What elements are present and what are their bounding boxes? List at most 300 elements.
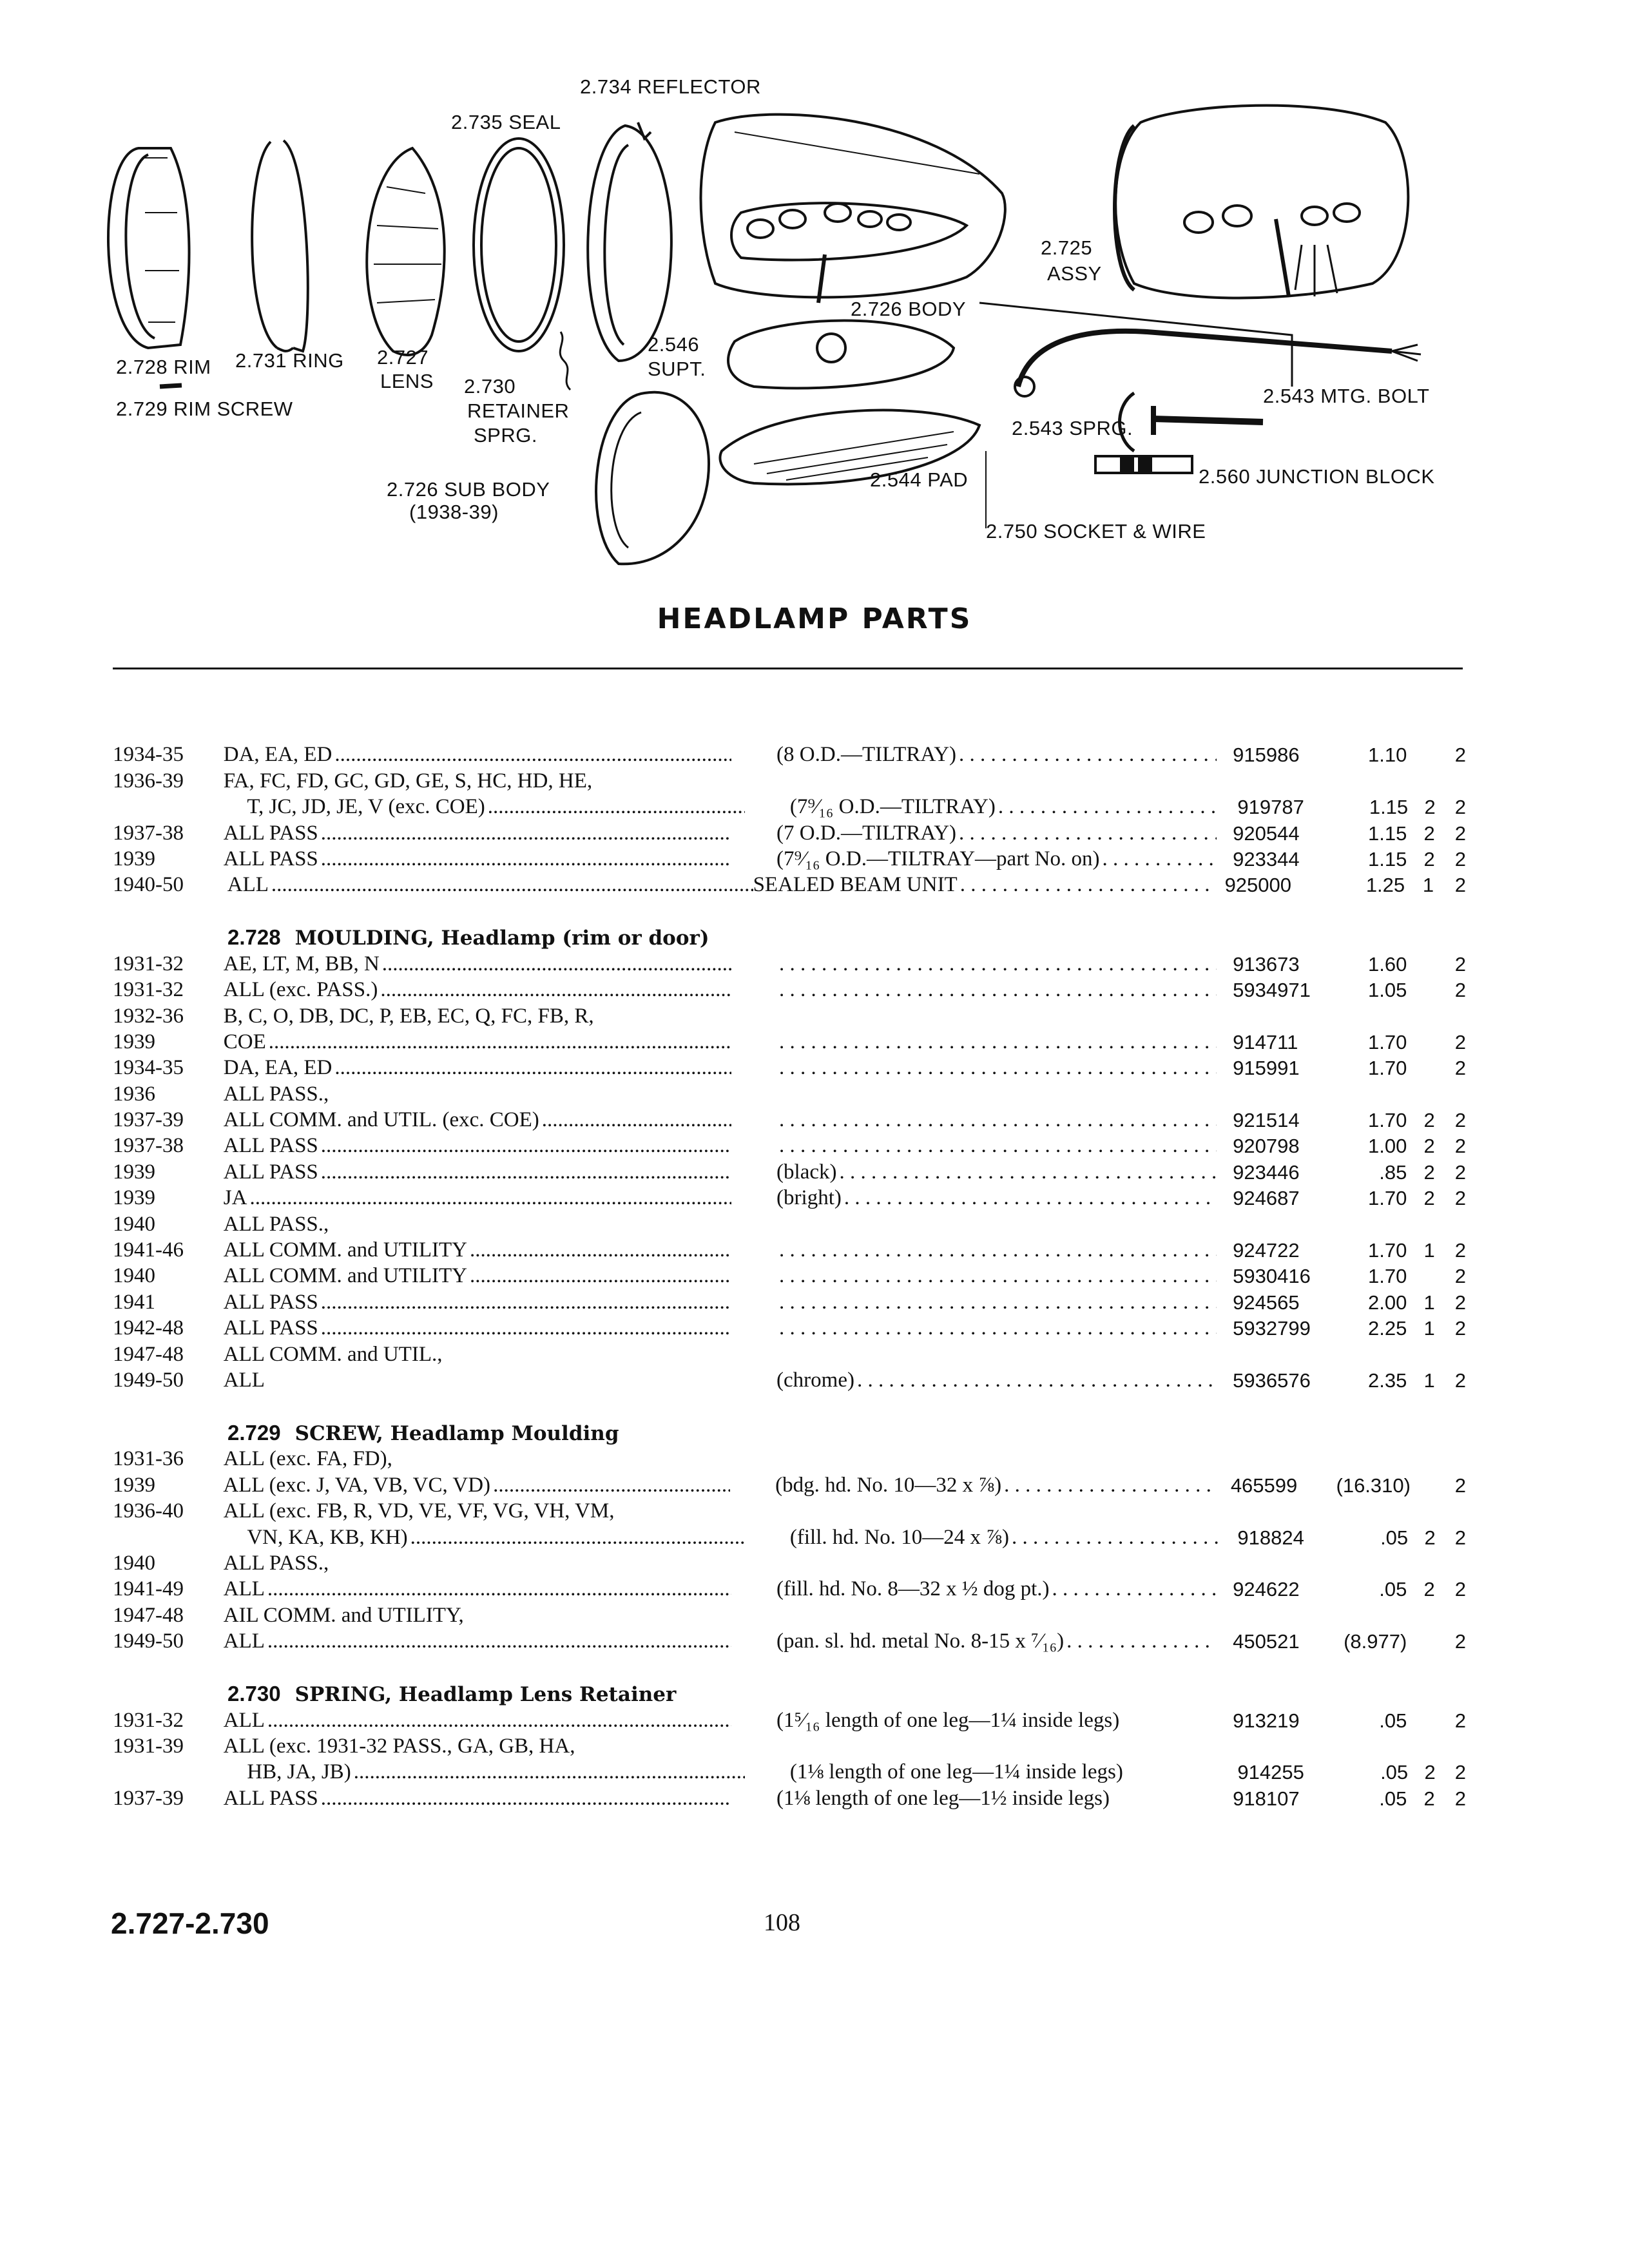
part-number-cell: 914255	[1237, 1761, 1304, 1784]
table-row	[113, 1601, 1466, 1627]
description-cell	[731, 1577, 1217, 1601]
model-cell	[224, 1082, 731, 1106]
leader-dots	[959, 743, 1217, 767]
description-text	[776, 978, 779, 1002]
leader-dots	[779, 952, 1217, 976]
leader-dots	[779, 1264, 1217, 1288]
model-cell	[224, 1604, 731, 1628]
year-cell: 1931-36	[113, 1447, 184, 1471]
price-cell: 1.70	[1368, 1265, 1407, 1288]
table-row	[113, 1575, 1466, 1601]
description-text: (chrome)	[776, 1369, 857, 1392]
quantity-cell: 2	[1454, 1317, 1467, 1340]
description-text: (7⁹⁄₁₆ O.D.—TILTRAY—part No. on)	[776, 847, 1102, 871]
description-text: (bdg. hd. No. 10—32 x ⅞)	[775, 1474, 1004, 1497]
table-row	[113, 1054, 1466, 1080]
table-row	[113, 1784, 1466, 1810]
part-number-cell: 915986	[1233, 744, 1300, 767]
table-row	[113, 1132, 1466, 1158]
table-row	[113, 1340, 1466, 1366]
callout-mounting-bolt: 2.543 MTG. BOLT	[1263, 385, 1430, 407]
table-row	[113, 767, 1466, 793]
table-row	[113, 741, 1466, 767]
description-cell	[745, 1526, 1222, 1550]
model-cell	[224, 1343, 731, 1367]
quantity-cell: 2	[1424, 1526, 1436, 1549]
price-cell: 2.25	[1368, 1317, 1407, 1340]
model-cell	[224, 1709, 731, 1733]
retainer-spring-part	[560, 332, 570, 390]
leader-dots	[779, 1291, 1217, 1314]
description-cell	[731, 1056, 1217, 1080]
callout-retainer-label: RETAINER	[467, 399, 570, 422]
callout-junction-block: 2.560 JUNCTION BLOCK	[1199, 465, 1435, 488]
year-cell: 1937-39	[113, 1786, 184, 1810]
quantity-cell: 1	[1423, 1317, 1435, 1340]
model-text: DA, EA, ED	[224, 743, 335, 766]
year-cell: 1942-48	[113, 1316, 184, 1340]
description-cell	[731, 1709, 1217, 1733]
quantity-cell: 1	[1422, 874, 1434, 897]
quantity-cell: 2	[1423, 1160, 1435, 1184]
description-cell	[745, 795, 1222, 819]
model-cell	[224, 1787, 731, 1811]
price-cell: 1.70	[1368, 1057, 1407, 1080]
description-cell	[731, 1134, 1217, 1158]
description-text: (1⅛ length of one leg—1½ inside legs)	[776, 1787, 1112, 1811]
model-cell	[224, 1447, 731, 1471]
part-number-cell: 923344	[1233, 847, 1300, 870]
model-cell	[224, 1264, 731, 1288]
callout-body: 2.726 BODY	[851, 298, 967, 320]
callout-rim-screw: 2.729 RIM SCREW	[116, 398, 293, 420]
description-cell	[731, 1629, 1217, 1653]
model-text: ALL PASS.,	[224, 1213, 332, 1236]
price-cell: 1.05	[1368, 979, 1407, 1002]
leader-dots	[959, 822, 1217, 845]
model-text: FA, FC, FD, GC, GD, GE, S, HC, HD, HE,	[224, 769, 595, 793]
leader-dots	[779, 1030, 1217, 1054]
section-range: 2.727-2.730	[111, 1907, 269, 1940]
junction-block-part	[1095, 456, 1192, 473]
quantity-cell: 2	[1454, 1239, 1467, 1262]
price-cell: 1.25	[1365, 874, 1405, 897]
model-text: ALL (exc. FB, R, VD, VE, VF, VG, VH, VM,	[224, 1499, 617, 1523]
price-cell: .05	[1379, 1578, 1407, 1601]
description-text	[776, 1316, 779, 1340]
quantity-cell: 2	[1423, 1787, 1435, 1810]
description-text: SEALED BEAM UNIT	[753, 873, 960, 897]
description-text: (7⁹⁄₁₆ O.D.—TILTRAY)	[790, 795, 998, 819]
rim-screw-part	[160, 385, 182, 387]
model-cell	[224, 1160, 731, 1184]
part-number-cell: 914711	[1233, 1030, 1298, 1053]
callout-support-number: 2.546	[648, 333, 700, 356]
price-cell: 1.15	[1369, 796, 1409, 819]
quantity-cell: 1	[1423, 1291, 1435, 1314]
quantity-cell: 2	[1454, 1135, 1467, 1158]
quantity-cell: 2	[1454, 952, 1467, 975]
model-cell	[224, 1238, 731, 1262]
model-cell	[224, 1735, 731, 1758]
year-cell: 1941-49	[113, 1577, 184, 1601]
description-cell	[731, 743, 1217, 767]
part-number-cell: 5932799	[1233, 1317, 1311, 1340]
model-cell	[224, 847, 731, 871]
leader-dots	[1066, 1629, 1217, 1653]
sub-body-part	[596, 392, 709, 564]
leader-dots	[960, 873, 1209, 897]
price-cell: 1.15	[1368, 847, 1407, 870]
table-row	[113, 950, 1466, 975]
quantity-cell: 1	[1423, 1239, 1435, 1262]
section-number: 2.730	[227, 1682, 281, 1706]
quantity-cell: 2	[1454, 1709, 1467, 1732]
body-part	[701, 115, 1005, 303]
year-cell: 1931-39	[113, 1734, 184, 1758]
leader-dots	[1102, 847, 1217, 871]
quantity-cell: 2	[1454, 796, 1466, 819]
model-cell	[224, 952, 731, 976]
model-cell	[224, 1134, 731, 1158]
model-cell	[224, 769, 731, 793]
callout-support-label: SUPT.	[648, 358, 706, 380]
model-cell	[221, 1526, 745, 1550]
model-text: ALL	[224, 1577, 267, 1600]
callout-socket-wire: 2.750 SOCKET & WIRE	[986, 520, 1206, 543]
model-text: ALL PASS	[224, 847, 321, 870]
section-name: MOULDING, Headlamp (rim or door)	[294, 927, 709, 950]
description-text	[776, 952, 779, 976]
quantity-cell: 2	[1454, 1526, 1466, 1549]
description-text: (1⅛ length of one leg—1¼ inside legs)	[790, 1760, 1126, 1784]
quantity-cell: 2	[1454, 1761, 1466, 1784]
year-cell: 1934-35	[113, 1056, 184, 1080]
quantity-cell: 2	[1454, 1265, 1467, 1288]
description-cell	[731, 1030, 1217, 1054]
quantity-cell: 2	[1454, 1160, 1467, 1184]
model-text: ALL (exc. J, VA, VB, VC, VD)	[223, 1474, 493, 1497]
quantity-cell: 2	[1454, 744, 1467, 767]
model-text: ALL COMM. and UTIL.,	[224, 1343, 445, 1366]
model-text: ALL PASS.,	[224, 1082, 332, 1106]
model-text: VN, KA, KB, KH)	[247, 1526, 410, 1549]
part-number-cell: 924687	[1233, 1187, 1300, 1210]
part-number-cell: 920544	[1233, 822, 1300, 845]
model-text: ALL PASS	[224, 1787, 321, 1810]
headlamp-exploded-diagram	[0, 0, 1629, 567]
model-text: ALL (exc. PASS.)	[224, 978, 381, 1001]
description-text	[776, 1291, 779, 1314]
year-cell: 1947-48	[113, 1342, 184, 1366]
model-text: B, C, O, DB, DC, P, EB, EC, Q, FC, FB, R,	[224, 1004, 597, 1028]
table-row	[113, 1497, 1466, 1523]
callout-reflector: 2.734 REFLECTOR	[580, 75, 761, 98]
table-row	[113, 1262, 1466, 1288]
year-cell: 1941-46	[113, 1238, 184, 1262]
model-text: COE	[224, 1030, 269, 1053]
leader-dots	[840, 1160, 1217, 1184]
model-text: ALL PASS	[224, 822, 321, 845]
description-cell	[731, 847, 1217, 871]
quantity-cell: 2	[1423, 847, 1435, 870]
model-cell	[224, 1186, 731, 1210]
leader-dots	[779, 1238, 1217, 1262]
model-text: ALL	[224, 1369, 267, 1392]
table-row	[113, 845, 1466, 871]
table-row	[113, 1758, 1466, 1784]
price-cell: 1.70	[1368, 1239, 1407, 1262]
description-cell	[731, 1264, 1217, 1288]
callout-seal: 2.735 SEAL	[451, 111, 561, 133]
model-cell	[224, 1369, 731, 1392]
description-text	[776, 1030, 779, 1054]
callout-assy-number: 2.725	[1041, 236, 1093, 259]
description-text: (black)	[776, 1160, 839, 1184]
year-cell: 1936	[113, 1082, 155, 1106]
description-cell	[731, 1787, 1217, 1811]
description-cell	[731, 822, 1217, 845]
table-row	[113, 1314, 1466, 1340]
table-row	[113, 1471, 1466, 1497]
year-cell: 1937-38	[113, 821, 184, 845]
section-name: SPRING, Headlamp Lens Retainer	[294, 1683, 677, 1707]
year-cell: 1931-32	[113, 952, 184, 975]
model-cell	[224, 1030, 731, 1054]
description-text	[776, 1134, 779, 1158]
year-cell: 1939	[113, 1473, 155, 1497]
year-cell: 1940-50	[113, 873, 184, 897]
part-number-cell: 920798	[1233, 1135, 1300, 1158]
model-cell	[224, 1291, 731, 1314]
quantity-cell: 2	[1454, 1578, 1467, 1601]
year-cell: 1932-36	[113, 1004, 184, 1028]
model-cell	[224, 1552, 731, 1575]
part-number-cell: 5934971	[1233, 979, 1311, 1002]
description-text: (7 O.D.—TILTRAY)	[776, 822, 959, 845]
price-cell: .05	[1379, 1709, 1407, 1732]
description-text: (8 O.D.—TILTRAY)	[776, 743, 959, 767]
section-heading	[113, 1678, 1466, 1706]
model-text: ALL COMM. and UTILITY	[224, 1238, 470, 1262]
table-row	[113, 1080, 1466, 1106]
price-cell: .05	[1380, 1526, 1409, 1549]
description-cell	[745, 1760, 1222, 1784]
quantity-cell: 2	[1423, 1109, 1435, 1132]
table-row	[113, 1445, 1466, 1471]
price-cell: 1.60	[1368, 952, 1407, 975]
price-cell: 1.70	[1368, 1109, 1407, 1132]
description-text	[776, 1264, 779, 1288]
section-heading	[113, 921, 1466, 950]
lens-part	[367, 148, 444, 355]
model-text: ALL PASS	[224, 1291, 321, 1314]
price-cell: .05	[1380, 1761, 1409, 1784]
model-cell	[224, 1004, 731, 1028]
table-row	[113, 1523, 1466, 1549]
model-cell	[224, 1499, 731, 1523]
description-cell	[730, 1474, 1215, 1497]
model-cell	[224, 822, 731, 845]
callout-lens-number: 2.727	[377, 346, 429, 369]
price-cell: (8.977)	[1344, 1630, 1407, 1653]
model-text: ALL	[224, 1709, 267, 1732]
model-text: JA	[224, 1186, 250, 1209]
section-number: 2.729	[227, 1420, 281, 1445]
model-cell	[224, 978, 731, 1002]
part-number-cell: 924565	[1233, 1291, 1300, 1314]
description-text	[776, 1108, 779, 1132]
quantity-cell: 1	[1423, 1369, 1435, 1392]
description-cell	[731, 1316, 1217, 1340]
description-text	[776, 1056, 779, 1080]
leader-dots	[779, 978, 1217, 1002]
year-cell: 1939	[113, 1186, 155, 1210]
quantity-cell: 2	[1454, 1187, 1467, 1210]
description-cell	[731, 1186, 1217, 1210]
description-cell	[731, 1160, 1217, 1184]
section-heading	[113, 1417, 1466, 1445]
year-cell: 1941	[113, 1290, 155, 1314]
model-text: ALL COMM. and UTILITY	[224, 1264, 470, 1287]
section-number: 2.728	[227, 925, 281, 950]
model-cell	[227, 873, 753, 897]
model-text: AIL COMM. and UTILITY,	[224, 1604, 467, 1627]
year-cell: 1931-32	[113, 978, 184, 1002]
description-cell	[731, 952, 1217, 976]
table-row	[113, 1550, 1466, 1575]
leader-dots	[779, 1316, 1217, 1340]
parts-listing	[113, 741, 1466, 1811]
model-cell	[223, 1474, 730, 1497]
model-cell	[224, 1629, 731, 1653]
table-row	[113, 1106, 1466, 1132]
table-row	[113, 1236, 1466, 1262]
title-rule	[113, 668, 1463, 669]
part-number-cell: 913219	[1233, 1709, 1300, 1732]
table-row	[113, 1158, 1466, 1184]
year-cell: 1940	[113, 1212, 155, 1236]
part-number-cell: 925000	[1224, 874, 1292, 897]
model-cell	[221, 795, 745, 819]
table-row	[113, 1706, 1466, 1732]
callout-ring: 2.731 RING	[235, 349, 344, 372]
rim-part	[108, 148, 189, 348]
year-cell: 1936-40	[113, 1499, 184, 1523]
callout-spring: 2.543 SPRG.	[1012, 417, 1133, 439]
table-row	[113, 1028, 1466, 1054]
leader-dots	[1012, 1526, 1221, 1550]
model-text: ALL (exc. FA, FD),	[224, 1447, 395, 1470]
price-cell: .85	[1379, 1160, 1407, 1184]
description-cell	[731, 1108, 1217, 1132]
model-text: ALL PASS.,	[224, 1552, 332, 1575]
quantity-cell: 2	[1424, 1761, 1436, 1784]
callout-sub-body: 2.726 SUB BODY	[387, 478, 550, 501]
model-text: ALL PASS	[224, 1316, 321, 1340]
quantity-cell: 2	[1423, 1135, 1435, 1158]
model-cell	[221, 1760, 745, 1784]
year-cell: 1947-48	[113, 1603, 184, 1627]
year-cell: 1939	[113, 1030, 155, 1053]
model-text: ALL (exc. 1931-32 PASS., GA, GB, HA,	[224, 1735, 578, 1758]
description-cell	[731, 978, 1217, 1002]
description-cell	[753, 873, 1209, 897]
part-number-cell: 5930416	[1233, 1265, 1311, 1288]
quantity-cell: 2	[1454, 874, 1467, 897]
quantity-cell: 2	[1454, 1030, 1467, 1053]
part-number-cell: 465599	[1230, 1474, 1298, 1497]
quantity-cell: 2	[1454, 979, 1467, 1002]
leader-dots	[1052, 1577, 1217, 1601]
table-row	[113, 1628, 1466, 1653]
table-row	[113, 1733, 1466, 1758]
part-number-cell: 915991	[1233, 1057, 1300, 1080]
assembly-part	[1115, 106, 1408, 298]
quantity-cell: 2	[1454, 1109, 1467, 1132]
description-cell	[731, 1369, 1217, 1392]
seal-part	[474, 139, 564, 351]
quantity-cell: 2	[1454, 1369, 1467, 1392]
year-cell: 1949-50	[113, 1368, 184, 1392]
part-number-cell: 923446	[1233, 1160, 1300, 1184]
description-cell	[731, 1291, 1217, 1314]
model-cell	[224, 1577, 731, 1601]
quantity-cell: 2	[1454, 847, 1467, 870]
table-row	[113, 1367, 1466, 1392]
quantity-cell: 2	[1454, 1291, 1467, 1314]
price-cell: 2.35	[1368, 1369, 1407, 1392]
price-cell: 1.00	[1368, 1135, 1407, 1158]
quantity-cell: 2	[1454, 1630, 1467, 1653]
leader-dots	[1004, 1474, 1215, 1497]
model-text: HB, JA, JB)	[247, 1760, 353, 1783]
price-cell: 1.70	[1368, 1187, 1407, 1210]
model-text: DA, EA, ED	[224, 1056, 335, 1079]
leader-dots	[998, 795, 1222, 819]
model-cell	[224, 1056, 731, 1080]
description-text: (1⁵⁄₁₆ length of one leg—1¼ inside legs)	[776, 1709, 1122, 1733]
part-number-cell: 924622	[1233, 1578, 1300, 1601]
part-number-cell: 924722	[1233, 1239, 1300, 1262]
callout-lens-label: LENS	[380, 370, 434, 392]
part-number-cell: 919787	[1237, 796, 1304, 819]
quantity-cell: 2	[1424, 796, 1436, 819]
leader-dots	[844, 1186, 1217, 1210]
model-text: ALL PASS	[224, 1160, 321, 1184]
quantity-cell: 2	[1423, 1578, 1435, 1601]
description-text: (fill. hd. No. 8—32 x ½ dog pt.)	[776, 1577, 1052, 1601]
table-row	[113, 976, 1466, 1002]
table-row	[113, 871, 1466, 897]
model-text: ALL	[224, 1629, 267, 1653]
description-text: (pan. sl. hd. metal No. 8-15 x ⁷⁄₁₆)	[776, 1629, 1066, 1653]
table-row	[113, 793, 1466, 819]
callout-rim: 2.728 RIM	[116, 356, 211, 378]
price-cell: 2.00	[1368, 1291, 1407, 1314]
description-text	[776, 1238, 779, 1262]
year-cell: 1936-39	[113, 769, 184, 793]
part-number-cell: 918107	[1233, 1787, 1300, 1810]
quantity-cell: 2	[1423, 822, 1435, 845]
callout-pad: 2.544 PAD	[870, 468, 969, 491]
year-cell: 1937-39	[113, 1108, 184, 1132]
price-cell: 1.10	[1368, 744, 1407, 767]
table-row	[113, 1210, 1466, 1236]
model-cell	[224, 1316, 731, 1340]
part-number-cell: 918824	[1237, 1526, 1304, 1549]
page-number: 108	[764, 1909, 800, 1936]
